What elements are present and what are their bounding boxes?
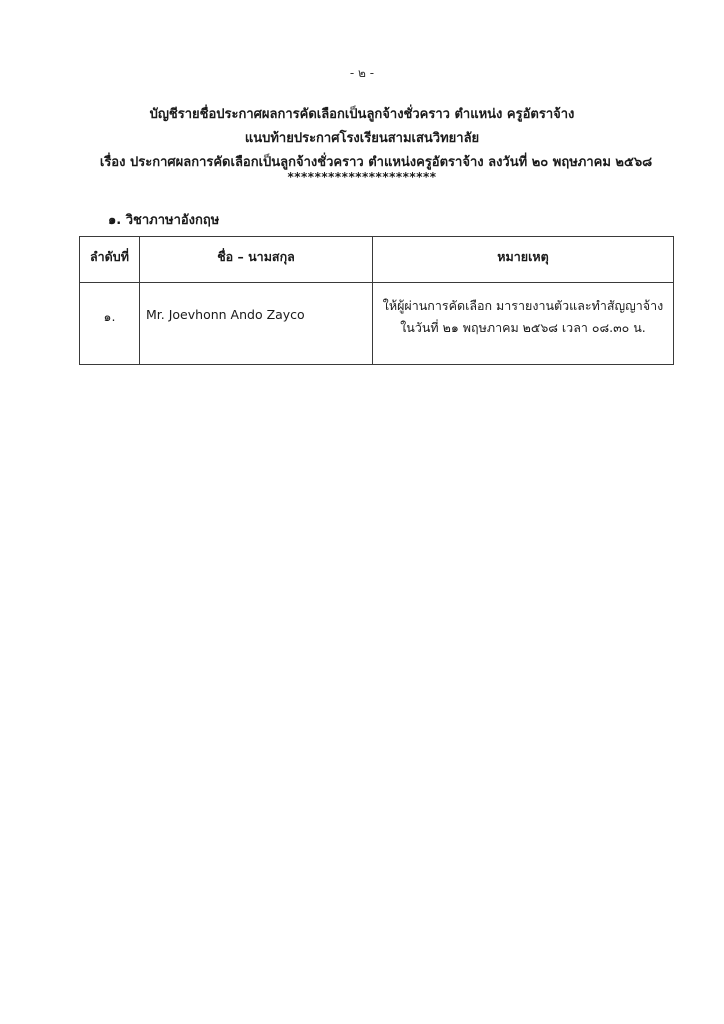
results-table (79, 236, 674, 365)
row-remark-cell (373, 283, 674, 365)
header-title-line-3: เรื่อง ประกาศผลการคัดเลือกเป็นลูกจ้างชั่วคราว ตำแหน่งครูอัตราจ้าง ลงวันที่ ๒๐ พฤษภาคม ๒๕๖๘ (99, 155, 653, 170)
column-header-number: ลำดับที่ (80, 237, 140, 283)
table-header-row (80, 237, 674, 283)
header-title-line-2: แนบท้ายประกาศโรงเรียนสามเสนวิทยาลัย (244, 131, 480, 146)
column-header-remark: หมายเหตุ (373, 237, 674, 283)
page-number: - ๒ - (349, 66, 375, 80)
section-title: ๑. วิชาภาษาอังกฤษ (108, 213, 220, 228)
header-title-line-1: บัญชีรายชื่อประกาศผลการคัดเลือกเป็นลูกจ้างชั่วคราว ตำแหน่ง ครูอัตราจ้าง (149, 107, 575, 122)
column-header-name: ชื่อ – นามสกุล (140, 237, 373, 283)
remark-line-1: ให้ผู้ผ่านการคัดเลือก มารายงานตัวและทำสัญญาจ้าง (382, 298, 664, 313)
table-row (80, 283, 674, 365)
header-separator-stars: ********************** (287, 170, 437, 184)
row-name-cell: Mr. Joevhonn Ando Zayco (140, 283, 373, 365)
row-number-cell: ๑. (80, 283, 140, 365)
remark-line-2: ในวันที่ ๒๑ พฤษภาคม ๒๕๖๘ เวลา ๐๘.๓๐ น. (400, 320, 646, 335)
